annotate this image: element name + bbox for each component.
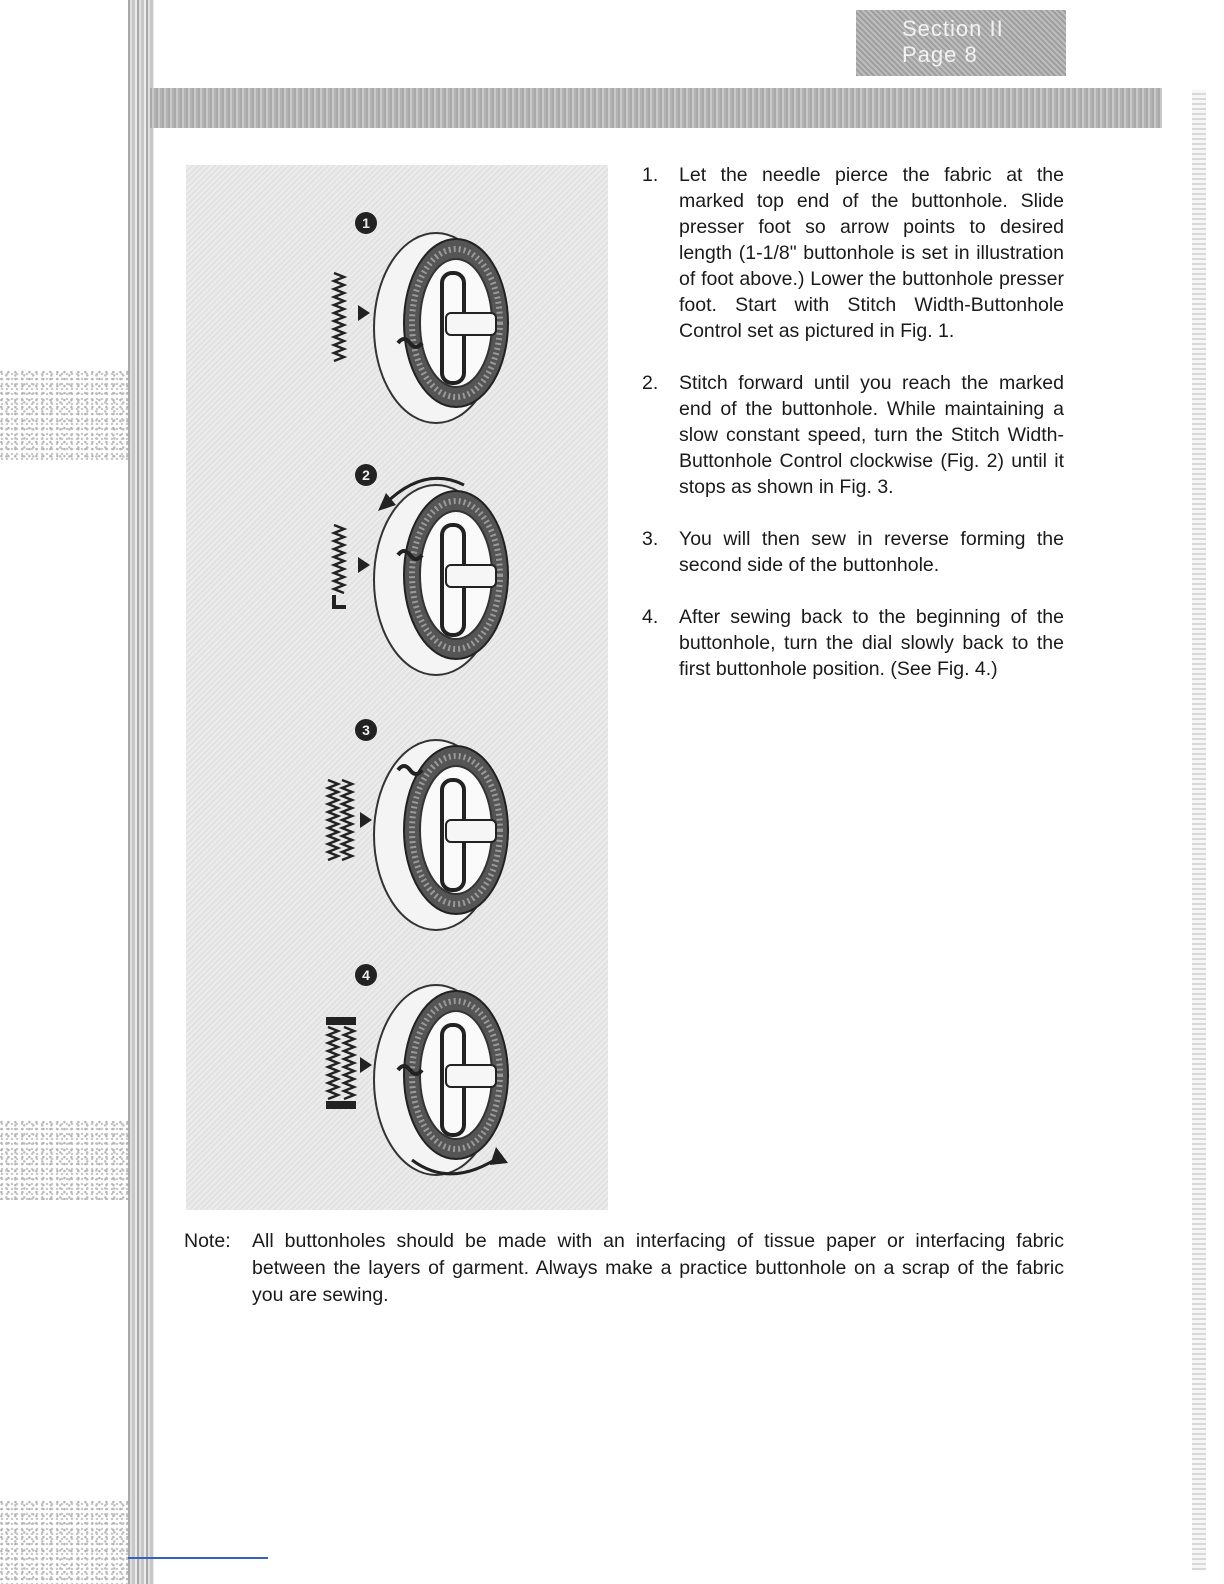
figure-2-number: 2 [362,467,370,483]
step-3-number: 3. [642,528,659,550]
header-band [150,88,1162,128]
step-1 [642,162,1064,344]
step-4-number: 4. [642,606,659,628]
step-2-text: Stitch forward until you reach the marked end of the buttonhole. While maintaining a slow constant speed, turn the Stitch Width-Buttonhole Control clockwise (Fig. 2) until it stops as shown in Fig. 3. [679,372,1064,498]
stitch-dial-figure-4 [316,955,516,1185]
illustration-panel [186,165,608,1210]
figure-4-number: 4 [362,967,370,983]
figure-4 [316,955,516,1185]
stitch-dial-figure-3 [316,710,516,940]
step-1-text: Let the needle pierce the fabric at the marked top end of the buttonhole. Slide presser foot so arrow points to desired length (1-1/8" buttonhole is set in illustration of foot above.) Lower the buttonhole presser foot. Start with Stitch Width-Buttonhole Control set as pictured in Fig. 1. [679,164,1064,342]
scan-speckle-corner [0,1500,130,1584]
stitch-dial-figure-2 [316,455,516,685]
step-2 [642,370,1064,500]
instruction-steps [642,162,1064,708]
step-4 [642,604,1064,682]
bottom-rule [128,1557,268,1559]
note-block [184,1228,1064,1309]
step-4-text: After sewing back to the beginning of the buttonhole, turn the dial slowly back to the first buttonhole position. (See Fig. 4.) [679,606,1064,680]
figure-1 [316,203,516,433]
section-tab [856,10,1066,76]
figure-2 [316,455,516,685]
scan-speckle-bottom [0,1120,130,1200]
step-2-number: 2. [642,372,659,394]
scan-speckle-top [0,370,130,460]
stitch-dial-figure-1 [316,203,516,433]
page-binding-edge [128,0,154,1584]
step-3-text: You will then sew in reverse forming the second side of the buttonhole. [679,528,1064,576]
section-label: Section II [902,16,1004,41]
step-1-number: 1. [642,164,659,186]
figure-3-number: 3 [362,722,370,738]
figure-3 [316,710,516,940]
note-text: All buttonholes should be made with an interfacing of tissue paper or interfacing fabric between the layers of garment. Always make a practice buttonhole on a scrap of the fabric you are sewing. [252,1230,1064,1306]
figure-1-number: 1 [362,215,370,231]
page-label: Page 8 [902,42,978,67]
page-right-edge [1192,90,1206,1570]
note-label: Note: [184,1230,231,1252]
step-3 [642,526,1064,578]
